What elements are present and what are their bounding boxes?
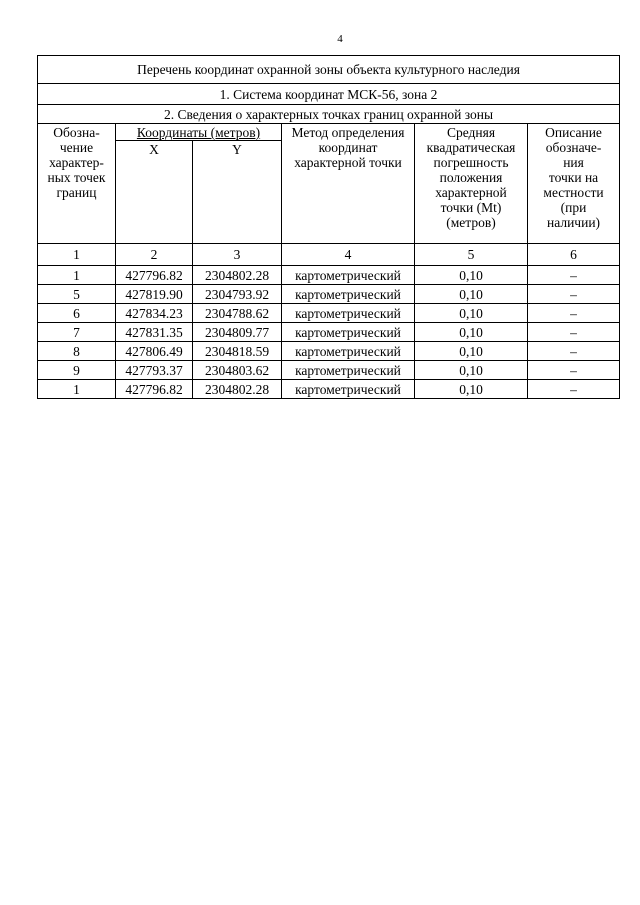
table-row bbox=[38, 304, 620, 323]
x-cell: 427793.37 bbox=[116, 361, 193, 380]
table-row bbox=[38, 361, 620, 380]
accuracy-cell: 0,10 bbox=[415, 323, 528, 342]
column-number-row bbox=[38, 244, 620, 266]
description-cell: – bbox=[528, 285, 620, 304]
header-point: Обозна- чение характер- ных точек границ bbox=[38, 124, 116, 244]
y-cell: 2304803.62 bbox=[193, 361, 282, 380]
point-id-cell: 6 bbox=[38, 304, 116, 323]
accuracy-cell: 0,10 bbox=[415, 342, 528, 361]
header-method: Метод определения координат характерной точки bbox=[282, 124, 415, 244]
table-title: Перечень координат охранной зоны объекта культурного наследия bbox=[38, 56, 620, 84]
table-row bbox=[38, 342, 620, 361]
method-cell: картометрический bbox=[282, 266, 415, 285]
header-accuracy: Средняя квадратическая погрешность положения характерной точки (Mt) (метров) bbox=[415, 124, 528, 244]
method-cell: картометрический bbox=[282, 285, 415, 304]
column-number: 5 bbox=[415, 244, 528, 266]
x-cell: 427819.90 bbox=[116, 285, 193, 304]
method-cell: картометрический bbox=[282, 361, 415, 380]
y-cell: 2304802.28 bbox=[193, 380, 282, 399]
description-cell: – bbox=[528, 342, 620, 361]
accuracy-cell: 0,10 bbox=[415, 380, 528, 399]
x-cell: 427796.82 bbox=[116, 380, 193, 399]
header-description: Описание обозначе- ния точки на местности (при наличии) bbox=[528, 124, 620, 244]
y-cell: 2304818.59 bbox=[193, 342, 282, 361]
method-cell: картометрический bbox=[282, 304, 415, 323]
method-cell: картометрический bbox=[282, 380, 415, 399]
y-cell: 2304802.28 bbox=[193, 266, 282, 285]
method-cell: картометрический bbox=[282, 342, 415, 361]
description-cell: – bbox=[528, 266, 620, 285]
coordinates-table bbox=[37, 55, 620, 399]
description-cell: – bbox=[528, 361, 620, 380]
column-number: 4 bbox=[282, 244, 415, 266]
x-cell: 427834.23 bbox=[116, 304, 193, 323]
accuracy-cell: 0,10 bbox=[415, 304, 528, 323]
accuracy-cell: 0,10 bbox=[415, 361, 528, 380]
column-number: 1 bbox=[38, 244, 116, 266]
y-cell: 2304793.92 bbox=[193, 285, 282, 304]
page-number: 4 bbox=[337, 33, 343, 45]
y-cell: 2304788.62 bbox=[193, 304, 282, 323]
method-cell: картометрический bbox=[282, 323, 415, 342]
header-coords: Координаты (метров) bbox=[116, 124, 282, 141]
description-cell: – bbox=[528, 380, 620, 399]
description-cell: – bbox=[528, 323, 620, 342]
point-id-cell: 7 bbox=[38, 323, 116, 342]
description-cell: – bbox=[528, 304, 620, 323]
header-x: X bbox=[116, 141, 193, 244]
point-id-cell: 8 bbox=[38, 342, 116, 361]
header-y: Y bbox=[193, 141, 282, 244]
point-id-cell: 9 bbox=[38, 361, 116, 380]
x-cell: 427806.49 bbox=[116, 342, 193, 361]
coordinate-system: 1. Система координат МСК-56, зона 2 bbox=[38, 84, 620, 105]
x-cell: 427831.35 bbox=[116, 323, 193, 342]
column-number: 6 bbox=[528, 244, 620, 266]
point-id-cell: 5 bbox=[38, 285, 116, 304]
x-cell: 427796.82 bbox=[116, 266, 193, 285]
accuracy-cell: 0,10 bbox=[415, 266, 528, 285]
column-number: 3 bbox=[193, 244, 282, 266]
section-title: 2. Сведения о характерных точках границ охранной зоны bbox=[38, 105, 620, 124]
table-row bbox=[38, 380, 620, 399]
table-row bbox=[38, 266, 620, 285]
table-row bbox=[38, 285, 620, 304]
table-row bbox=[38, 323, 620, 342]
point-id-cell: 1 bbox=[38, 266, 116, 285]
point-id-cell: 1 bbox=[38, 380, 116, 399]
accuracy-cell: 0,10 bbox=[415, 285, 528, 304]
column-number: 2 bbox=[116, 244, 193, 266]
y-cell: 2304809.77 bbox=[193, 323, 282, 342]
